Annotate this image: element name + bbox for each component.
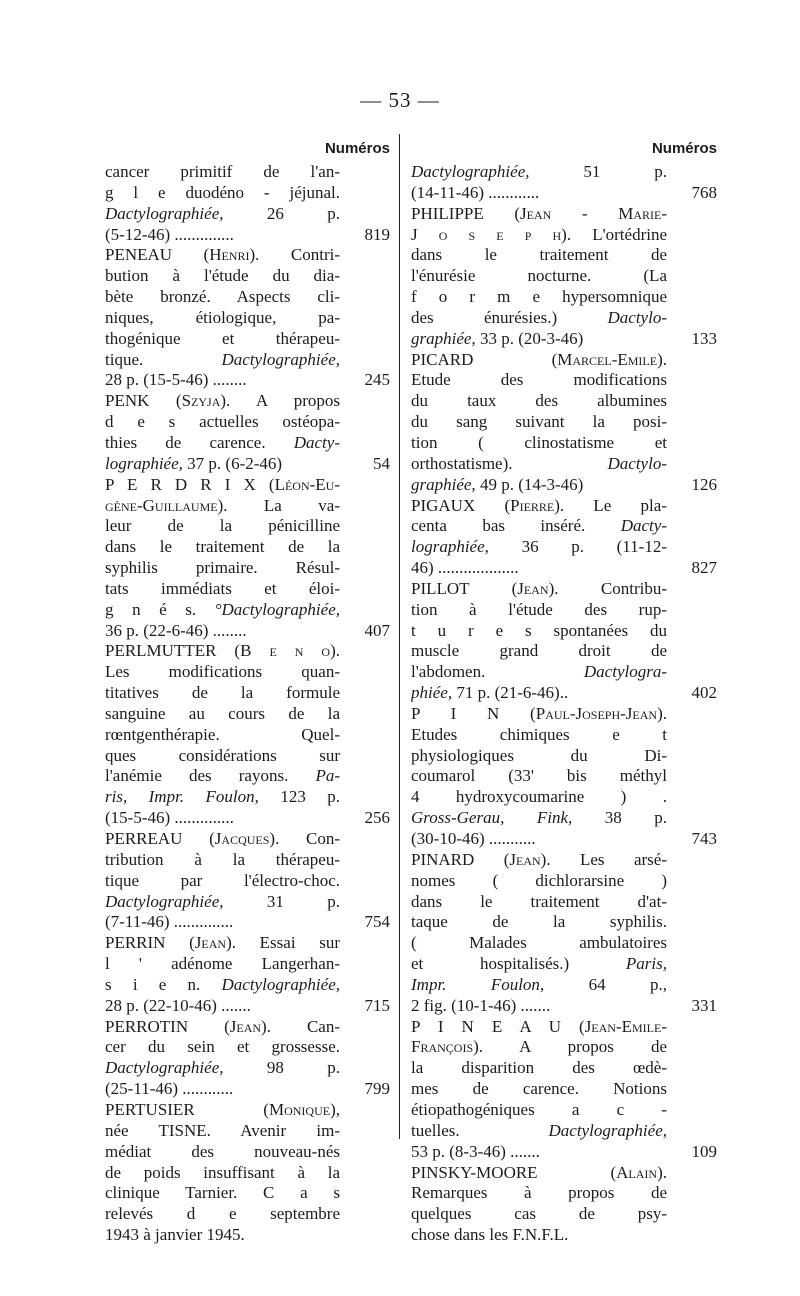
entry-line: 36 p. (22-6-46) ........ [105, 620, 247, 640]
entry-line: 4 hydroxycoumarine ) . [411, 787, 667, 807]
entry-line: François). A propos de [411, 1037, 667, 1057]
entry-line: Impr. Foulon, 64 p., [411, 974, 667, 994]
author-forename: Alain [616, 1162, 658, 1182]
publication-detail: ris, Impr. Foulon, [105, 787, 259, 807]
entry-number: 109 [691, 1141, 717, 1161]
publication-detail: Gross-Gerau, Fink, [411, 808, 573, 828]
entry-number: 245 [364, 370, 390, 390]
author-forename: Marcel-Emile [557, 349, 658, 369]
entry-number: 743 [691, 829, 717, 848]
index-entry [105, 829, 390, 933]
entry-line: 2 fig. (10-1-46) ....... [411, 995, 551, 1015]
entry-line: tique. Dactylographiée, [105, 349, 340, 369]
index-entry [411, 496, 717, 579]
publication-detail: lographiée, [411, 537, 489, 557]
index-entry [105, 1100, 390, 1246]
entry-line: PIGAUX (Pierre). Le pla- [411, 495, 667, 515]
entry-line: gène-Guillaume). La va- [105, 495, 340, 515]
entry-line: 28 p. (15-5-46) ........ [105, 370, 247, 390]
entry-line: PERREAU (Jacques). Con- [105, 829, 340, 848]
entry-text [105, 162, 340, 245]
entry-line: J o s e p h). L'ortédrine [411, 224, 667, 244]
entry-line: Etudes chimiques e t [411, 724, 667, 744]
entry-line: cancer primitif de l'an- [105, 162, 340, 181]
entry-line: nomes ( dichlorarsine ) [411, 870, 667, 890]
entry-line: l'anémie des rayons. Pa- [105, 766, 340, 786]
entry-line: et hospitalisés.) Paris, [411, 954, 667, 974]
index-entry [411, 579, 717, 704]
author-forename: Jean [517, 578, 549, 598]
index-entry [105, 162, 390, 245]
entry-line: du sang suivant la posi- [411, 412, 667, 432]
entry-line: mes de carence. Notions [411, 1079, 667, 1099]
entry-line: 46) ................... [411, 558, 519, 578]
entry-line: PILLOT (Jean). Contribu- [411, 578, 667, 598]
right-column [411, 138, 717, 1245]
entry-line: (5-12-46) .............. [105, 224, 234, 244]
entry-line: ris, Impr. Foulon, 123 p. [105, 787, 340, 807]
entry-line: lographiée, 36 p. (11-12- [411, 537, 667, 557]
publication-detail: Dactylo- [607, 307, 667, 327]
entry-line: Remarques à propos de [411, 1183, 667, 1203]
author-forename: François [411, 1037, 474, 1057]
entry-line: Gross-Gerau, Fink, 38 p. [411, 808, 667, 828]
entry-line: des énurésies.) Dactylo- [411, 307, 667, 327]
entry-line: tion à l'étude des rup- [411, 599, 667, 619]
author-forename: Pierre [510, 495, 555, 515]
index-entry [411, 204, 717, 350]
publication-detail: phiée, [411, 683, 453, 703]
publication-detail: lographiée, [105, 453, 183, 473]
entry-line: née TISNE. Avenir im- [105, 1120, 340, 1140]
entry-line: taque de la syphilis. [411, 912, 667, 932]
entry-line: PINARD (Jean). Les arsé- [411, 849, 667, 869]
entry-line: graphiée, 49 p. (14-3-46) [411, 474, 584, 494]
entry-line: P E R D R I X (Léon-Eu- [105, 474, 340, 494]
entry-line: Dactylographiée, 31 p. [105, 891, 340, 911]
publication-detail: Pa- [315, 766, 340, 786]
entry-number: 819 [364, 224, 390, 244]
entry-text [105, 475, 340, 642]
author-forename: Paul-Joseph-Jean [535, 703, 658, 723]
entry-line: (25-11-46) ............ [105, 1079, 234, 1099]
entry-line: l'énurésie nocturne. (La [411, 266, 667, 286]
entry-line: physiologiques du Di- [411, 745, 667, 765]
entry-line: clinique Tarnier. C a s [105, 1183, 340, 1203]
entry-line: PERRIN (Jean). Essai sur [105, 933, 340, 953]
entry-line: niques, étiologique, pa- [105, 307, 340, 327]
entry-text [411, 204, 667, 350]
entry-line: (15-5-46) .............. [105, 808, 234, 828]
entry-number: 54 [373, 453, 390, 473]
entry-line: PENEAU (Henri). Contri- [105, 245, 340, 265]
entry-line: orthostatisme). Dactylo- [411, 453, 667, 473]
author-forename: e n o [269, 641, 331, 661]
entry-text [105, 641, 340, 829]
entry-text [411, 704, 667, 850]
entry-line: cer du sein et grossesse. [105, 1037, 340, 1057]
entry-line: Dactylographiée, 26 p. [105, 203, 340, 223]
entry-line: PERROTIN (Jean). Can- [105, 1016, 340, 1036]
entry-line: P I N E A U (Jean-Emile- [411, 1016, 667, 1036]
index-entry [411, 1163, 717, 1246]
index-entry [105, 933, 390, 1016]
entry-line: Dactylographiée, 98 p. [105, 1058, 340, 1078]
author-forename: Jean - Marie- [520, 203, 667, 223]
entry-line: dans le traitement d'at- [411, 891, 667, 911]
entry-line: PICARD (Marcel-Emile). [411, 349, 667, 369]
entry-line: PENK (Szyja). A propos [105, 391, 340, 411]
index-entry [105, 475, 390, 642]
entry-line: (30-10-46) ........... [411, 829, 536, 848]
publication-detail: Impr. Foulon, [411, 974, 545, 994]
author-forename: Jacques [214, 829, 270, 848]
left-column [105, 138, 390, 1245]
entry-number: 754 [364, 912, 390, 932]
entry-line: PERTUSIER (Monique), [105, 1099, 340, 1119]
entry-line: centa bas inséré. Dacty- [411, 516, 667, 536]
entry-line: bution à l'étude du dia- [105, 266, 340, 286]
author-forename: Szyja [181, 391, 221, 411]
author-forename: Monique [268, 1099, 331, 1119]
publication-detail: Dactylographiée, [105, 203, 224, 223]
entry-line: tion ( clinostatisme et [411, 432, 667, 452]
entry-text [411, 162, 667, 204]
entry-line: quelques cas de psy- [411, 1204, 667, 1224]
entry-line: t u r e s spontanées du [411, 620, 667, 640]
publication-detail: Dactylo- [607, 453, 667, 473]
publication-detail: Paris, [625, 954, 667, 974]
entry-text [105, 829, 340, 933]
entry-line: PINSKY-MOORE (Alain). [411, 1162, 667, 1182]
column-divider [399, 134, 400, 1139]
index-entry [411, 704, 717, 850]
entry-line: leur de la pénicilline [105, 516, 340, 536]
entry-line: dans le traitement de la [105, 537, 340, 557]
entry-line: 28 p. (22-10-46) ....... [105, 995, 251, 1015]
entry-number: 256 [364, 808, 390, 828]
publication-detail: graphiée, [411, 328, 476, 348]
index-entry [411, 850, 717, 1017]
column-body [105, 162, 390, 1246]
author-forename: J o s e p h [411, 224, 562, 244]
entry-line: P I N (Paul-Joseph-Jean). [411, 703, 667, 723]
entry-number: 402 [691, 683, 717, 703]
entry-line: l ' adénome Langerhan- [105, 954, 340, 974]
entry-line: Etude des modifications [411, 370, 667, 390]
entry-number: 827 [691, 558, 717, 578]
entry-line: f o r m e hypersomnique [411, 287, 667, 307]
entry-text [411, 579, 667, 704]
publication-detail: Dactylographiée, [548, 1120, 667, 1140]
entry-line: rœntgenthérapie. Quel- [105, 724, 340, 744]
entry-line: coumarol (33' bis méthyl [411, 766, 667, 786]
publication-detail: Dacty- [620, 516, 667, 536]
entry-line: muscle grand droit de [411, 641, 667, 661]
entry-line: s i e n. Dactylographiée, [105, 974, 340, 994]
publication-detail: Dactylographiée, [105, 1058, 224, 1078]
author-forename: Jean [509, 849, 541, 869]
entry-line: relevés d e septembre [105, 1204, 340, 1224]
entry-number: 768 [691, 182, 717, 202]
publication-detail: Dactylographiée, [411, 162, 530, 181]
entry-line: (7-11-46) .............. [105, 912, 234, 932]
entry-line: PERLMUTTER (B e n o). [105, 641, 340, 661]
publication-detail: Dactylogra- [583, 662, 667, 682]
entry-text [411, 850, 667, 1017]
entry-line: phiée, 71 p. (21-6-46).. [411, 683, 569, 703]
publication-detail: Dacty- [293, 432, 340, 452]
entry-text [105, 391, 340, 474]
entry-line: Dactylographiée, 51 p. [411, 162, 667, 181]
entry-number: 126 [691, 474, 717, 494]
entry-line: étiopathogéniques a c - [411, 1099, 667, 1119]
entry-line: 1943 à janvier 1945. [105, 1225, 245, 1245]
index-entry [411, 162, 717, 204]
entry-line: g n é s. °Dactylographiée, [105, 599, 340, 619]
entry-line: de poids insuffisant à la [105, 1162, 340, 1182]
entry-text [411, 350, 667, 496]
entry-line: lographiée, 37 p. (6-2-46) [105, 453, 283, 473]
entry-number: 133 [691, 328, 717, 348]
entry-line: ( Malades ambulatoires [411, 933, 667, 953]
entry-text [411, 1017, 667, 1163]
entry-line: tuelles. Dactylographiée, [411, 1120, 667, 1140]
author-forename: Henri [209, 245, 250, 265]
entry-text [411, 496, 667, 579]
entry-line: dans le traitement de [411, 245, 667, 265]
entry-line: (14-11-46) ............ [411, 182, 540, 202]
author-forename: Jean-Emile- [584, 1016, 667, 1036]
entry-line: médiat des nouveau-nés [105, 1141, 340, 1161]
index-entry [105, 245, 390, 391]
index-entry [411, 350, 717, 496]
entry-line: graphiée, 33 p. (20-3-46) [411, 328, 584, 348]
entry-line: chose dans les F.N.F.L. [411, 1225, 569, 1245]
entry-line: du taux des albumines [411, 391, 667, 411]
entry-text [105, 1017, 340, 1100]
publication-detail: Dactylographiée, [221, 349, 340, 369]
entry-number: 715 [364, 995, 390, 1015]
index-entry [411, 1017, 717, 1163]
author-forename: Jean [229, 1016, 262, 1036]
entry-line: PHILIPPE (Jean - Marie- [411, 203, 667, 223]
entry-line: thies de carence. Dacty- [105, 432, 340, 452]
entry-line: syphilis primaire. Résul- [105, 558, 340, 578]
entry-line: titatives de la formule [105, 683, 340, 703]
publication-detail: Dactylographiée, [221, 974, 340, 994]
index-entry [105, 641, 390, 829]
publication-detail: Dactylographiée, [105, 891, 224, 911]
entry-line: la disparition des œdè- [411, 1058, 667, 1078]
entry-number: 331 [691, 995, 717, 1015]
entry-line: sanguine au cours de la [105, 703, 340, 723]
entry-line: bète bronzé. Aspects cli- [105, 287, 340, 307]
entry-line: tique par l'électro-choc. [105, 870, 340, 890]
entry-text [105, 1100, 340, 1246]
entry-number: 407 [364, 620, 390, 640]
entry-text [411, 1163, 667, 1246]
index-entry [105, 391, 390, 474]
entry-line: d e s actuelles ostéopa- [105, 412, 340, 432]
entry-line: Les modifications quan- [105, 662, 340, 682]
entry-line: 53 p. (8-3-46) ....... [411, 1141, 540, 1161]
entry-line: tats immédiats et éloi- [105, 578, 340, 598]
entry-line: thogénique et thérapeu- [105, 328, 340, 348]
entry-line: g l e duodéno - jéjunal. [105, 182, 340, 202]
publication-detail: °Dactylographiée, [214, 599, 340, 619]
column-header: Numéros [651, 140, 717, 157]
page-number: — 53 — [360, 88, 440, 112]
index-entry [105, 1017, 390, 1100]
entry-line: tribution à la thérapeu- [105, 849, 340, 869]
entry-line: ques considérations sur [105, 745, 340, 765]
entry-number: 799 [364, 1079, 390, 1099]
publication-detail: graphiée, [411, 474, 476, 494]
author-forename: gène-Guillaume [105, 495, 218, 515]
author-forename: Jean [194, 933, 227, 953]
entry-text [105, 933, 340, 1016]
entry-line: l'abdomen. Dactylogra- [411, 662, 667, 682]
entry-text [105, 245, 340, 391]
author-forename: Léon-Eu- [274, 474, 340, 494]
column-body [411, 162, 717, 1246]
column-header: Numéros [324, 140, 390, 157]
